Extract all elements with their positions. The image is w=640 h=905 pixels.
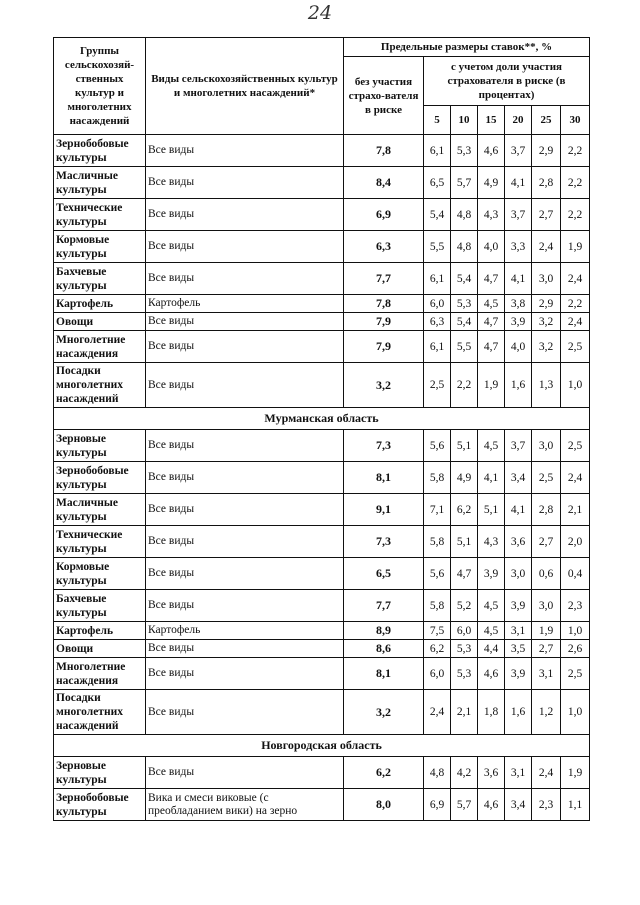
rate-no-participation: 6,9 — [344, 199, 424, 231]
region-title: Новгородская область — [54, 735, 590, 757]
crop-kind: Все виды — [146, 263, 344, 295]
rate-with-share: 3,1 — [532, 658, 561, 690]
region-title: Мурманская область — [54, 408, 590, 430]
rate-with-share: 3,2 — [532, 331, 561, 363]
rate-with-share: 5,8 — [424, 526, 451, 558]
rate-with-share: 3,1 — [505, 622, 532, 640]
rate-with-share: 6,0 — [424, 295, 451, 313]
crop-kind: Все виды — [146, 331, 344, 363]
crop-kind: Все виды — [146, 640, 344, 658]
rate-with-share: 5,8 — [424, 590, 451, 622]
rate-with-share: 2,9 — [532, 295, 561, 313]
crop-group: Овощи — [54, 640, 146, 658]
rate-with-share: 4,4 — [478, 640, 505, 658]
page-number: 24 — [307, 2, 333, 24]
rate-with-share: 5,7 — [451, 789, 478, 821]
rate-with-share: 2,4 — [424, 690, 451, 735]
rate-no-participation: 7,9 — [344, 313, 424, 331]
rate-with-share: 6,2 — [451, 494, 478, 526]
table-row — [54, 263, 590, 295]
table-row — [54, 363, 590, 408]
region-row — [54, 735, 590, 757]
rate-with-share: 1,9 — [478, 363, 505, 408]
rate-with-share: 4,1 — [505, 167, 532, 199]
crop-group: Зерновые культуры — [54, 430, 146, 462]
rate-with-share: 1,8 — [478, 690, 505, 735]
rate-with-share: 3,4 — [505, 462, 532, 494]
header-no-participation: без участия страхо-вателя в риске — [344, 57, 424, 135]
rate-no-participation: 7,3 — [344, 430, 424, 462]
crop-group: Технические культуры — [54, 199, 146, 231]
rate-with-share: 1,0 — [561, 690, 590, 735]
rate-with-share: 3,4 — [505, 789, 532, 821]
table-row — [54, 658, 590, 690]
rate-with-share: 3,1 — [505, 757, 532, 789]
crop-kind: Все виды — [146, 363, 344, 408]
rate-with-share: 5,5 — [424, 231, 451, 263]
rate-with-share: 4,1 — [505, 494, 532, 526]
rate-with-share: 1,6 — [505, 363, 532, 408]
rate-no-participation: 8,1 — [344, 462, 424, 494]
rate-with-share: 5,3 — [451, 135, 478, 167]
rate-with-share: 5,4 — [451, 313, 478, 331]
rate-with-share: 2,1 — [451, 690, 478, 735]
table-row — [54, 622, 590, 640]
header-share: 30 — [561, 106, 590, 135]
rate-with-share: 4,6 — [478, 658, 505, 690]
table-row — [54, 558, 590, 590]
table-row — [54, 331, 590, 363]
rate-with-share: 5,1 — [478, 494, 505, 526]
rate-with-share: 2,5 — [561, 331, 590, 363]
rate-with-share: 2,1 — [561, 494, 590, 526]
rate-with-share: 6,3 — [424, 313, 451, 331]
rate-with-share: 2,2 — [561, 295, 590, 313]
rate-no-participation: 8,4 — [344, 167, 424, 199]
table-row — [54, 199, 590, 231]
rate-with-share: 4,3 — [478, 199, 505, 231]
rate-no-participation: 8,6 — [344, 640, 424, 658]
rate-with-share: 5,4 — [424, 199, 451, 231]
rate-no-participation: 7,9 — [344, 331, 424, 363]
crop-group: Масличные культуры — [54, 494, 146, 526]
crop-group: Посадки многолетних насаждений — [54, 690, 146, 735]
rate-with-share: 6,1 — [424, 331, 451, 363]
rate-with-share: 4,5 — [478, 295, 505, 313]
crop-group: Многолетние насаждения — [54, 331, 146, 363]
crop-group: Картофель — [54, 622, 146, 640]
crop-group: Картофель — [54, 295, 146, 313]
rate-with-share: 3,3 — [505, 231, 532, 263]
crop-group: Кормовые культуры — [54, 558, 146, 590]
rate-with-share: 4,9 — [478, 167, 505, 199]
table-body — [54, 135, 590, 821]
rate-with-share: 4,8 — [451, 199, 478, 231]
rate-with-share: 1,1 — [561, 789, 590, 821]
crop-kind: Все виды — [146, 430, 344, 462]
rate-no-participation: 7,3 — [344, 526, 424, 558]
rate-with-share: 5,4 — [451, 263, 478, 295]
crop-kind: Картофель — [146, 295, 344, 313]
rate-no-participation: 6,2 — [344, 757, 424, 789]
crop-group: Овощи — [54, 313, 146, 331]
rate-with-share: 2,2 — [561, 199, 590, 231]
rate-with-share: 2,7 — [532, 199, 561, 231]
rate-with-share: 3,7 — [505, 430, 532, 462]
crop-group: Зернобобовые культуры — [54, 135, 146, 167]
rate-no-participation: 9,1 — [344, 494, 424, 526]
rate-with-share: 5,7 — [451, 167, 478, 199]
rate-with-share: 3,0 — [505, 558, 532, 590]
rate-with-share: 1,9 — [561, 231, 590, 263]
crop-kind: Все виды — [146, 199, 344, 231]
header-limits: Предельные размеры ставок**, % — [344, 38, 590, 57]
table-row — [54, 757, 590, 789]
rate-with-share: 2,8 — [532, 167, 561, 199]
rate-with-share: 3,6 — [478, 757, 505, 789]
table-row — [54, 135, 590, 167]
crop-kind: Все виды — [146, 167, 344, 199]
header-share: 20 — [505, 106, 532, 135]
rate-with-share: 5,3 — [451, 658, 478, 690]
header-kind: Виды сельскохозяйственных культур и многолетних насаждений* — [146, 38, 344, 135]
table-row — [54, 462, 590, 494]
rate-no-participation: 7,7 — [344, 590, 424, 622]
crop-group: Кормовые культуры — [54, 231, 146, 263]
rate-with-share: 4,8 — [451, 231, 478, 263]
rate-with-share: 1,0 — [561, 622, 590, 640]
rate-with-share: 2,2 — [561, 167, 590, 199]
crop-kind: Все виды — [146, 590, 344, 622]
crop-kind: Все виды — [146, 690, 344, 735]
crop-kind: Все виды — [146, 231, 344, 263]
rate-with-share: 3,9 — [478, 558, 505, 590]
rate-with-share: 4,1 — [505, 263, 532, 295]
table-row — [54, 526, 590, 558]
table-row — [54, 590, 590, 622]
crop-group: Зерновые культуры — [54, 757, 146, 789]
rate-with-share: 3,8 — [505, 295, 532, 313]
rate-with-share: 7,5 — [424, 622, 451, 640]
crop-kind: Все виды — [146, 494, 344, 526]
rate-with-share: 5,5 — [451, 331, 478, 363]
rate-with-share: 5,8 — [424, 462, 451, 494]
rate-with-share: 2,5 — [424, 363, 451, 408]
rate-with-share: 4,6 — [478, 135, 505, 167]
crop-kind: Все виды — [146, 313, 344, 331]
crop-kind: Вика и смеси виковые (с преобладанием вики) на зерно — [146, 789, 344, 821]
rate-with-share: 4,7 — [478, 331, 505, 363]
rate-with-share: 4,7 — [478, 313, 505, 331]
crop-kind: Картофель — [146, 622, 344, 640]
rate-with-share: 2,8 — [532, 494, 561, 526]
table-row — [54, 167, 590, 199]
rate-with-share: 2,4 — [561, 313, 590, 331]
table-header-row — [54, 38, 590, 57]
rate-with-share: 4,7 — [451, 558, 478, 590]
crop-group: Многолетние насаждения — [54, 658, 146, 690]
rate-with-share: 2,3 — [532, 789, 561, 821]
rate-with-share: 2,4 — [532, 231, 561, 263]
crop-kind: Все виды — [146, 658, 344, 690]
table-row — [54, 494, 590, 526]
rate-with-share: 7,1 — [424, 494, 451, 526]
rate-with-share: 3,0 — [532, 430, 561, 462]
rate-with-share: 3,9 — [505, 590, 532, 622]
rate-with-share: 5,6 — [424, 430, 451, 462]
insurance-rates-table — [53, 37, 590, 821]
crop-kind: Все виды — [146, 757, 344, 789]
rate-with-share: 3,2 — [532, 313, 561, 331]
rate-with-share: 6,1 — [424, 263, 451, 295]
rate-with-share: 6,1 — [424, 135, 451, 167]
rate-with-share: 4,3 — [478, 526, 505, 558]
rate-with-share: 3,0 — [532, 263, 561, 295]
rate-with-share: 3,5 — [505, 640, 532, 658]
table-row — [54, 789, 590, 821]
crop-group: Бахчевые культуры — [54, 590, 146, 622]
table-row — [54, 640, 590, 658]
header-share: 5 — [424, 106, 451, 135]
rate-no-participation: 3,2 — [344, 690, 424, 735]
rate-with-share: 1,3 — [532, 363, 561, 408]
rate-with-share: 3,0 — [532, 590, 561, 622]
rate-with-share: 2,0 — [561, 526, 590, 558]
rate-with-share: 3,9 — [505, 313, 532, 331]
rate-with-share: 2,4 — [561, 462, 590, 494]
rate-with-share: 1,9 — [532, 622, 561, 640]
crop-kind: Все виды — [146, 558, 344, 590]
rate-no-participation: 7,8 — [344, 295, 424, 313]
rate-with-share: 4,8 — [424, 757, 451, 789]
rate-with-share: 5,1 — [451, 430, 478, 462]
crop-group: Зернобобовые культуры — [54, 462, 146, 494]
crop-group: Зернобобовые культуры — [54, 789, 146, 821]
crop-group: Технические культуры — [54, 526, 146, 558]
rate-with-share: 4,5 — [478, 590, 505, 622]
rate-with-share: 5,6 — [424, 558, 451, 590]
crop-group: Посадки многолетних насаждений — [54, 363, 146, 408]
region-row — [54, 408, 590, 430]
crop-kind: Все виды — [146, 135, 344, 167]
crop-kind: Все виды — [146, 462, 344, 494]
rate-no-participation: 8,9 — [344, 622, 424, 640]
rate-with-share: 5,3 — [451, 295, 478, 313]
rate-with-share: 5,2 — [451, 590, 478, 622]
rate-with-share: 6,2 — [424, 640, 451, 658]
rate-with-share: 1,0 — [561, 363, 590, 408]
table-row — [54, 430, 590, 462]
crop-group: Масличные культуры — [54, 167, 146, 199]
rate-with-share: 4,0 — [505, 331, 532, 363]
rate-with-share: 4,1 — [478, 462, 505, 494]
rate-no-participation: 6,3 — [344, 231, 424, 263]
rate-with-share: 6,0 — [424, 658, 451, 690]
rate-with-share: 4,5 — [478, 430, 505, 462]
rate-with-share: 2,5 — [561, 430, 590, 462]
rate-with-share: 1,6 — [505, 690, 532, 735]
rate-with-share: 4,0 — [478, 231, 505, 263]
rate-no-participation: 3,2 — [344, 363, 424, 408]
rate-no-participation: 6,5 — [344, 558, 424, 590]
table-row — [54, 313, 590, 331]
crop-kind: Все виды — [146, 526, 344, 558]
header-share: 10 — [451, 106, 478, 135]
rate-with-share: 2,5 — [532, 462, 561, 494]
rate-with-share: 6,5 — [424, 167, 451, 199]
rate-with-share: 6,9 — [424, 789, 451, 821]
table-row — [54, 690, 590, 735]
rate-no-participation: 8,1 — [344, 658, 424, 690]
rate-with-share: 4,7 — [478, 263, 505, 295]
crop-group: Бахчевые культуры — [54, 263, 146, 295]
rate-no-participation: 8,0 — [344, 789, 424, 821]
rate-with-share: 4,2 — [451, 757, 478, 789]
rate-no-participation: 7,7 — [344, 263, 424, 295]
rate-with-share: 0,6 — [532, 558, 561, 590]
header-group: Группы сельскохозяй-ственных культур и многолетних насаждений — [54, 38, 146, 135]
rate-with-share: 0,4 — [561, 558, 590, 590]
rate-with-share: 1,9 — [561, 757, 590, 789]
table-row — [54, 231, 590, 263]
table-row — [54, 295, 590, 313]
rate-with-share: 2,9 — [532, 135, 561, 167]
rate-with-share: 2,4 — [532, 757, 561, 789]
rate-with-share: 4,5 — [478, 622, 505, 640]
rate-with-share: 2,7 — [532, 526, 561, 558]
rate-with-share: 2,2 — [561, 135, 590, 167]
rate-with-share: 2,6 — [561, 640, 590, 658]
header-share: 25 — [532, 106, 561, 135]
rate-with-share: 3,7 — [505, 135, 532, 167]
rate-with-share: 4,9 — [451, 462, 478, 494]
header-with-share: с учетом доли участия страхователя в риске (в процентах) — [424, 57, 590, 106]
rate-with-share: 6,0 — [451, 622, 478, 640]
header-share: 15 — [478, 106, 505, 135]
rate-with-share: 2,3 — [561, 590, 590, 622]
rate-with-share: 2,5 — [561, 658, 590, 690]
rate-with-share: 3,7 — [505, 199, 532, 231]
rate-with-share: 2,2 — [451, 363, 478, 408]
rate-with-share: 3,9 — [505, 658, 532, 690]
rate-with-share: 5,3 — [451, 640, 478, 658]
rate-with-share: 2,4 — [561, 263, 590, 295]
rate-no-participation: 7,8 — [344, 135, 424, 167]
rate-with-share: 2,7 — [532, 640, 561, 658]
rate-with-share: 4,6 — [478, 789, 505, 821]
rate-with-share: 3,6 — [505, 526, 532, 558]
rate-with-share: 1,2 — [532, 690, 561, 735]
rate-with-share: 5,1 — [451, 526, 478, 558]
